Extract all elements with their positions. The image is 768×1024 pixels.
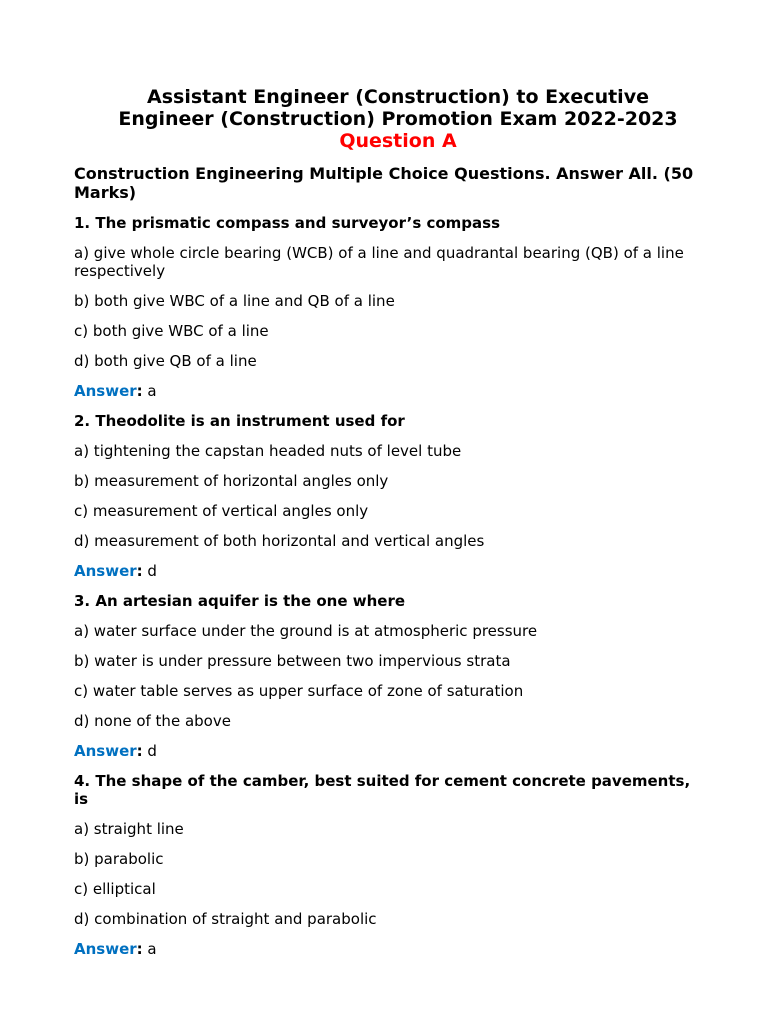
answer-option: b) parabolic <box>74 850 164 868</box>
answer-line <box>74 742 708 760</box>
answer-line <box>74 382 708 400</box>
section-heading: Construction Engineering Multiple Choice Questions. Answer All. (50 Marks) <box>74 164 694 202</box>
question-block <box>74 412 708 580</box>
question-block <box>74 772 708 958</box>
question-list <box>74 214 708 958</box>
question-block <box>74 214 708 400</box>
answer-label: Answer <box>74 742 137 760</box>
answer-option: a) water surface under the ground is at atmospheric pressure <box>74 622 538 640</box>
answer-colon: : <box>136 742 143 760</box>
answer-value: a <box>142 382 157 400</box>
answer-option: b) water is under pressure between two impervious strata <box>74 652 511 670</box>
answer-option: d) none of the above <box>74 712 231 730</box>
question-text: 4. The shape of the camber, best suited for cement concrete pavements, is <box>74 772 691 808</box>
answer-option: c) elliptical <box>74 880 156 898</box>
answer-option: d) both give QB of a line <box>74 352 257 370</box>
answer-option: a) tightening the capstan headed nuts of level tube <box>74 442 462 460</box>
title-line-2: Engineer (Construction) Promotion Exam 2022-2023 <box>118 108 678 130</box>
answer-colon: : <box>136 382 143 400</box>
answer-option: b) measurement of horizontal angles only <box>74 472 389 490</box>
document-title <box>74 86 722 152</box>
answer-label: Answer <box>74 562 137 580</box>
answer-option: c) measurement of vertical angles only <box>74 502 369 520</box>
answer-line <box>74 562 708 580</box>
answer-colon: : <box>136 562 143 580</box>
answer-value: a <box>142 940 157 958</box>
title-line-1: Assistant Engineer (Construction) to Executive <box>147 86 649 108</box>
answer-option: d) combination of straight and parabolic <box>74 910 377 928</box>
question-block <box>74 592 708 760</box>
answer-label: Answer <box>74 382 137 400</box>
answer-option: b) both give WBC of a line and QB of a line <box>74 292 395 310</box>
document-subtitle: Question A <box>339 130 457 152</box>
answer-label: Answer <box>74 940 137 958</box>
question-text: 1. The prismatic compass and surveyor’s compass <box>74 214 501 232</box>
answer-value: d <box>142 742 157 760</box>
answer-option: d) measurement of both horizontal and vertical angles <box>74 532 485 550</box>
answer-option: c) both give WBC of a line <box>74 322 269 340</box>
question-text: 3. An artesian aquifer is the one where <box>74 592 406 610</box>
answer-colon: : <box>136 940 143 958</box>
answer-value: d <box>142 562 157 580</box>
answer-option: a) give whole circle bearing (WCB) of a line and quadrantal bearing (QB) of a line respectively <box>74 244 684 280</box>
answer-option: c) water table serves as upper surface of zone of saturation <box>74 682 524 700</box>
question-text: 2. Theodolite is an instrument used for <box>74 412 405 430</box>
answer-line <box>74 940 708 958</box>
answer-option: a) straight line <box>74 820 184 838</box>
